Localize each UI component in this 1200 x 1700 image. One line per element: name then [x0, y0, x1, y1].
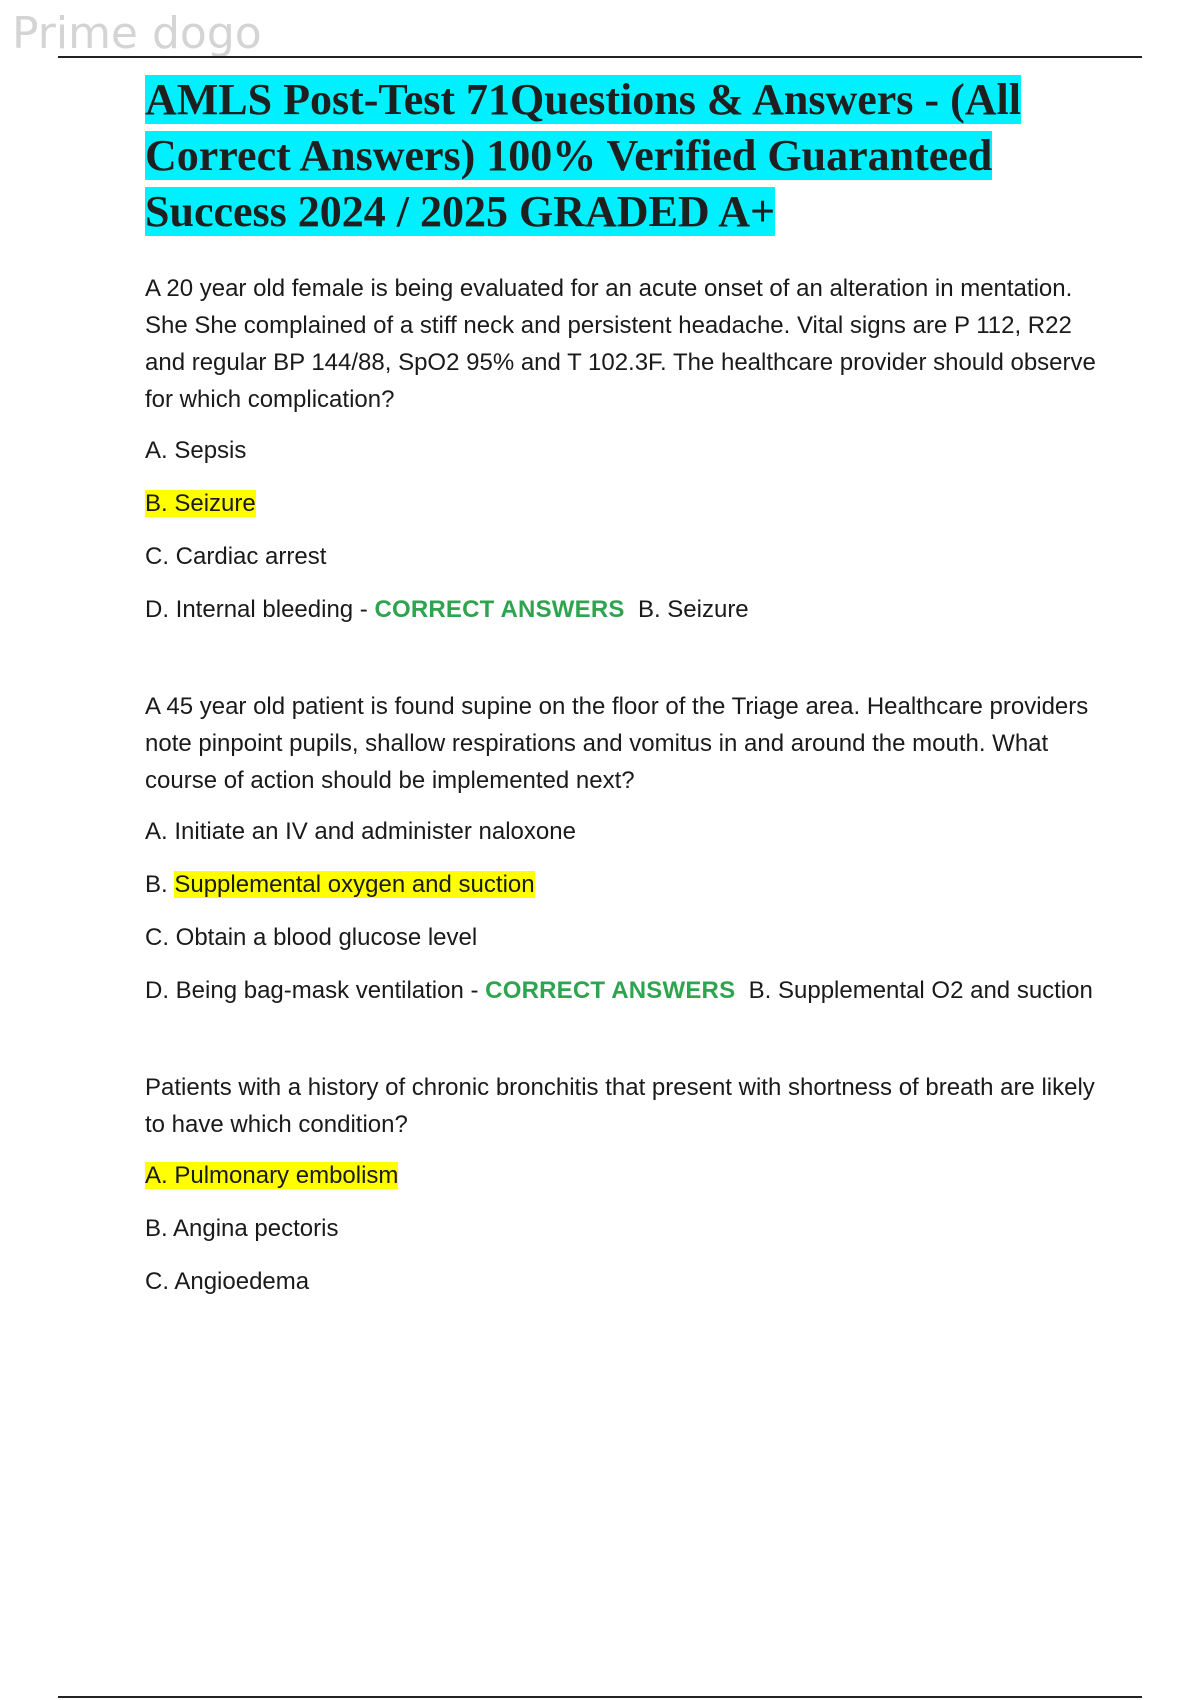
question-text: Patients with a history of chronic bronchitis that present with shortness of breath are likely to have which condition?	[145, 1074, 1095, 1138]
answer-option-d-text: D. Internal bleeding -	[145, 596, 375, 623]
title-highlight: AMLS Post-Test 71Questions & Answers - (All Correct Answers) 100% Verified Guaranteed Success 2024 / 2025 GRADED A+	[145, 75, 1021, 236]
question-text: A 45 year old patient is found supine on the floor of the Triage area. Healthcare providers note pinpoint pupils, shallow respirations and vomitus in and around the mouth. What course of action should be implemented next?	[145, 693, 1089, 794]
answer-option-b	[145, 866, 1105, 903]
answer-option-a: A. Initiate an IV and administer naloxone	[145, 818, 576, 845]
answer-option-d	[145, 591, 1105, 628]
answer-option-b	[145, 485, 1105, 522]
answer-option-d	[145, 972, 1105, 1009]
document-body	[145, 72, 1105, 1300]
answer-option-c: C. Angioedema	[145, 1268, 310, 1295]
question-block-2	[145, 688, 1105, 1009]
answer-option-d-text: D. Being bag-mask ventilation -	[145, 977, 486, 1004]
answer-option-b-prefix: B.	[145, 871, 175, 898]
watermark: Prime dogo	[12, 8, 262, 59]
question-block-3	[145, 1069, 1105, 1300]
answer-option-c: C. Obtain a blood glucose level	[145, 924, 478, 951]
highlighted-answer: A. Pulmonary embolism	[145, 1162, 399, 1189]
answer-option-b: B. Angina pectoris	[145, 1215, 339, 1242]
highlighted-answer: Supplemental oxygen and suction	[174, 871, 535, 898]
answer-option-a: A. Sepsis	[145, 437, 247, 464]
question-text: A 20 year old female is being evaluated for an acute onset of an alteration in mentation. She She complained of a stiff neck and persistent headache. Vital signs are P 112, R22 and regular BP 144/88, SpO2 95% and T 102.3F. The healthcare provider should observe for which complication?	[145, 275, 1096, 413]
question-block-1	[145, 270, 1105, 628]
correct-answers-label: CORRECT ANSWERS	[374, 596, 625, 623]
answer-option-a	[145, 1157, 1105, 1194]
correct-answers-label: CORRECT ANSWERS	[485, 977, 736, 1004]
header-rule	[58, 56, 1142, 58]
correct-answer-value: B. Supplemental O2 and suction	[748, 977, 1093, 1004]
document-title	[145, 72, 1045, 240]
answer-option-c: C. Cardiac arrest	[145, 543, 327, 570]
highlighted-answer: B. Seizure	[145, 490, 256, 517]
correct-answer-value: B. Seizure	[637, 596, 749, 623]
footer-rule	[58, 1696, 1142, 1698]
